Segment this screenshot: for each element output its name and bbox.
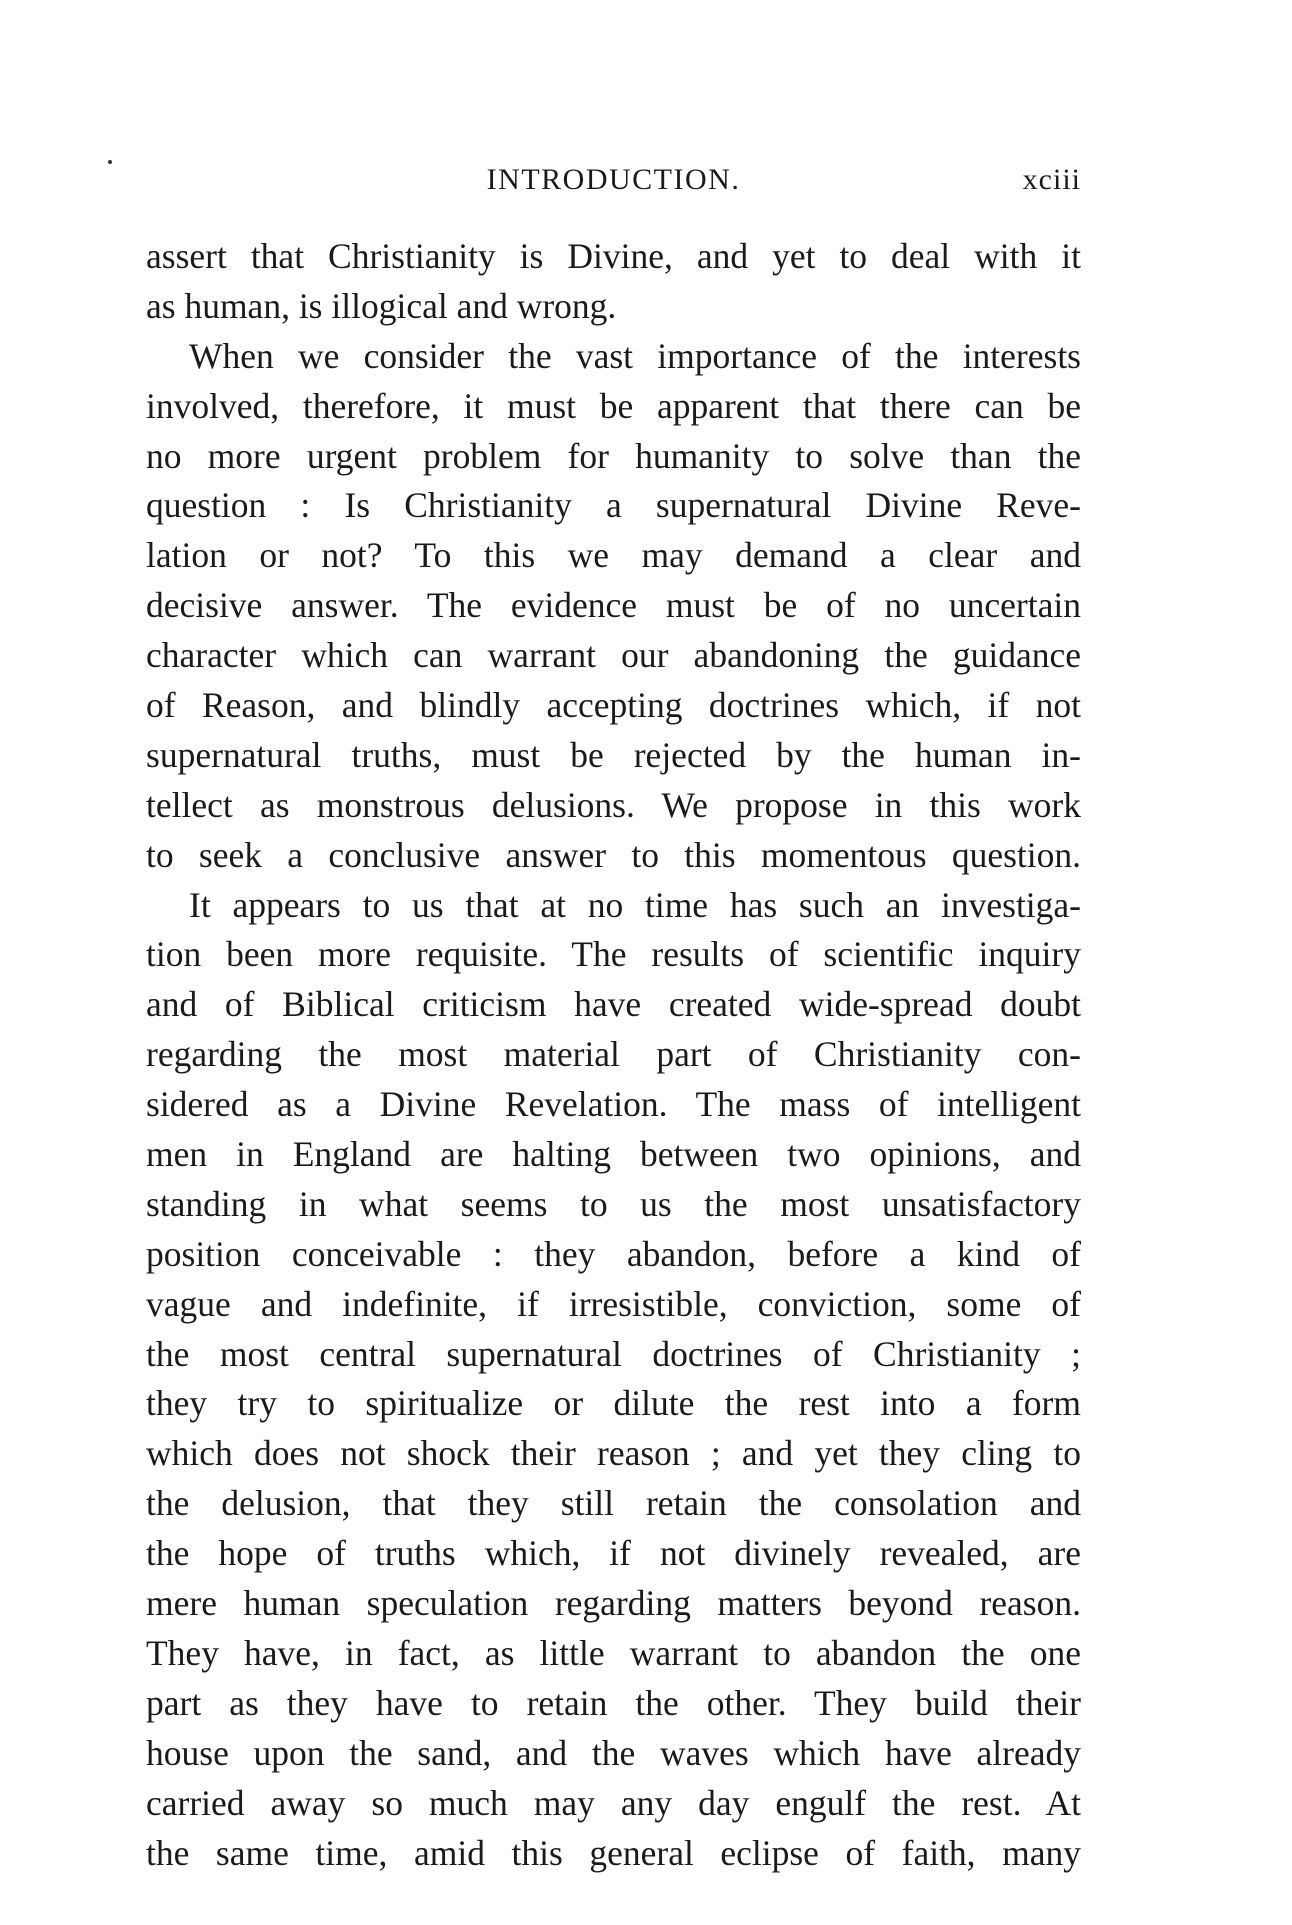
text-line: to seek a conclusive answer to this momentous question. (146, 834, 1081, 875)
text-line: the same time, amid this general eclipse of faith, many (146, 1832, 1081, 1873)
text-line: vague and indefinite, if irresistible, conviction, some of (146, 1283, 1081, 1324)
text-line: character which can warrant our abandoning the guidance (146, 635, 1081, 676)
text-line: sidered as a Divine Revelation. The mass of intelligent (146, 1084, 1081, 1125)
body-text (146, 232, 1081, 1878)
text-line: the delusion, that they still retain the consolation and (146, 1483, 1081, 1524)
text-line: the hope of truths which, if not divinely revealed, are (146, 1533, 1081, 1574)
text-line: and of Biblical criticism have created wide-spread doubt (146, 984, 1081, 1025)
text-line: part as they have to retain the other. They build their (146, 1682, 1081, 1723)
text-line: lation or not? To this we may demand a clear and (146, 535, 1081, 576)
text-line: position conceivable : they abandon, before a kind of (146, 1233, 1081, 1274)
text-line: as human, is illogical and wrong. (146, 285, 617, 326)
text-line: mere human speculation regarding matters beyond reason. (146, 1583, 1081, 1624)
text-line: question : Is Christianity a supernatural Divine Reve- (146, 485, 1081, 526)
text-line: which does not shock their reason ; and yet they cling to (146, 1433, 1081, 1474)
text-line: involved, therefore, it must be apparent that there can be (146, 385, 1081, 426)
text-line: house upon the sand, and the waves which have already (146, 1732, 1081, 1773)
text-line: the most central supernatural doctrines of Christianity ; (146, 1333, 1081, 1374)
text-line: standing in what seems to us the most unsatisfactory (146, 1183, 1081, 1224)
running-title: INTRODUCTION. (486, 163, 741, 196)
page-number: xciii (1022, 163, 1081, 196)
ink-speck (108, 160, 112, 164)
text-line: decisive answer. The evidence must be of no uncertain (146, 585, 1081, 626)
text-line: When we consider the vast importance of the interests (189, 335, 1081, 376)
text-line: tion been more requisite. The results of scientific inquiry (146, 934, 1081, 975)
text-line: tellect as monstrous delusions. We propose in this work (146, 784, 1081, 825)
text-line: supernatural truths, must be rejected by the human in- (146, 734, 1081, 775)
text-line: assert that Christianity is Divine, and yet to deal with it (146, 236, 1081, 276)
text-line: no more urgent problem for humanity to solve than the (146, 435, 1081, 476)
text-line: men in England are halting between two opinions, and (146, 1134, 1081, 1175)
text-line: carried away so much may any day engulf the rest. At (146, 1782, 1081, 1823)
text-line: of Reason, and blindly accepting doctrines which, if not (146, 685, 1081, 726)
running-head (146, 160, 1081, 200)
text-line: they try to spiritualize or dilute the rest into a form (146, 1383, 1081, 1424)
text-line: It appears to us that at no time has such an investiga- (189, 884, 1081, 925)
text-line: They have, in fact, as little warrant to abandon the one (146, 1632, 1081, 1673)
text-line: regarding the most material part of Christianity con- (146, 1034, 1081, 1075)
